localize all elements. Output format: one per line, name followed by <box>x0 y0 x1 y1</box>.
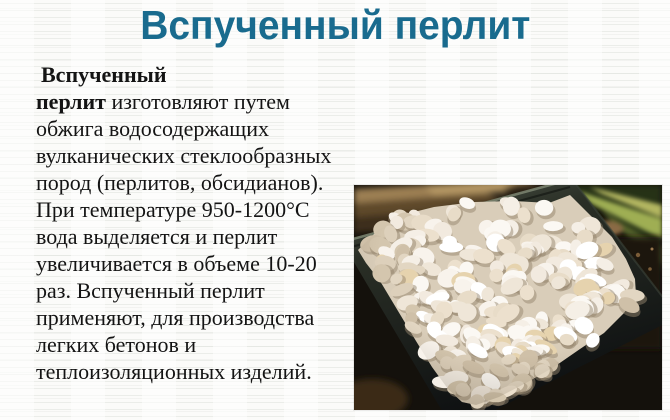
body-line <box>36 142 370 169</box>
body-line <box>36 115 370 142</box>
slide-title <box>0 2 670 48</box>
body-line-text: раз. Вспученный перлит <box>36 278 265 303</box>
body-line-text: вода выделяется и перлит <box>36 224 278 249</box>
body-line <box>36 358 370 385</box>
body-line-text: теплоизоляционных изделий. <box>36 359 312 384</box>
body-text <box>36 61 370 385</box>
body-line <box>36 61 370 88</box>
body-line-text: обжига водосодержащих <box>36 116 270 141</box>
body-line <box>36 88 370 115</box>
body-line <box>36 277 370 304</box>
body-line-text: При температуре 950-1200°С <box>36 197 310 222</box>
body-line-text: легких бетонов и <box>36 332 197 357</box>
perlite-photo <box>354 185 662 410</box>
body-line-text: увеличивается в объеме 10-20 <box>36 251 317 276</box>
body-line <box>36 304 370 331</box>
body-line <box>36 169 370 196</box>
body-line-text: изготовляют путем <box>111 89 290 114</box>
perlite-photo-svg <box>354 185 662 410</box>
slide-title-text: Вспученный перлит <box>139 2 531 48</box>
body-line-bold: перлит <box>36 89 112 114</box>
body-line-bold: Вспученный <box>41 62 167 87</box>
body-line <box>36 196 370 223</box>
body-line-text: вулканических стеклообразных <box>36 143 332 168</box>
body-line <box>36 223 370 250</box>
body-line <box>36 331 370 358</box>
body-line-text: пород (перлитов, обсидианов). <box>36 170 324 195</box>
body-line-text: применяют, для производства <box>36 305 315 330</box>
body-line <box>36 250 370 277</box>
